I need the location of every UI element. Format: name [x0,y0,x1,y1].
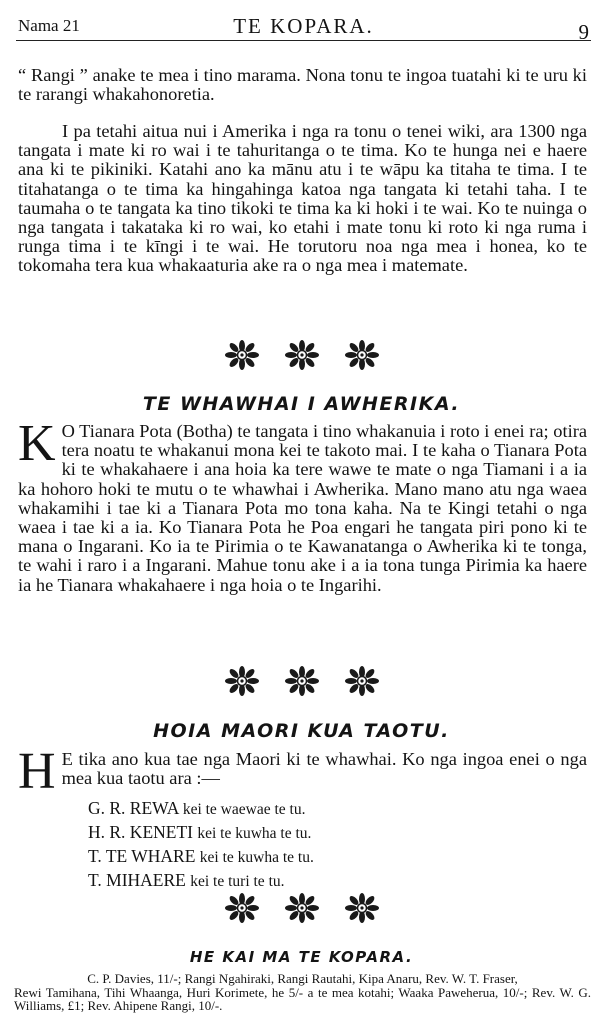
wound-note: kei te kuwha te tu. [197,825,312,842]
america-disaster-paragraph: I pa tetahi aitua nui i Amerika i nga ra tonu o tenei wiki, ara 1300 nga tangata i mate ki ro wai i te tahuritanga o te tima. Ko te hunga nei e haere ana ki te pikiniki. Katahi ano ka mānu atu i te wāpu ka titaha te tima. I te titahatanga o te tima ka hingahinga katoa nga tangata ki tetahi taha. I te taumaha o te tangata ka tino tikoki te tima ka ki hoki i te wai. Ko te nuinga o nga tangata i takataka ki ro wai, ko etahi i mate tonu ki roto ki nga ruma i runga tima i te kīngi i te wai. He torutoru noa nga mea i honea, ko te tokomaha tera kua whakaaturia ake ra o nga mea i matemate. [18,121,587,276]
section-heading-kai: HE KAI MA TE KOPARA. [189,948,414,966]
soldier-name: H. R. KENETI [88,822,193,842]
wound-note: kei te kuwha te tu. [199,849,314,866]
soldier-name: T. MIHAERE [88,870,186,890]
section-heading-hoia: HOIA MAORI KUA TAOTU. [153,720,450,742]
donor-line-1: C. P. Davies, 11/-; Rangi Ngahiraki, Rangi Rautahi, Kipa Anaru, Rev. W. T. Fraser, [87,971,518,986]
soldier-name: G. R. REWA [88,798,179,818]
wound-note: kei te waewae te tu. [182,801,306,818]
flower-ornament-icon [345,666,379,696]
list-item [88,821,314,845]
flower-ornament-icon [285,893,319,923]
wound-note: kei te turi te tu. [190,873,285,890]
flower-ornament-icon [345,340,379,370]
issue-number: Nama 21 [18,16,80,35]
intro-paragraph: “ Rangi ” anake te mea i tino marama. Nona tonu te ingoa tuatahi ki te uru ki te rarangi whakahonoretia. [18,65,587,105]
hoia-article [18,743,587,800]
awherika-article [18,415,587,595]
flower-ornament-icon [225,340,259,370]
flower-ornament-icon [345,893,379,923]
flower-ornament-icon [225,666,259,696]
donor-list [14,972,591,1013]
publication-title: TE KOPARA. [233,14,374,38]
drop-cap: H [18,743,56,800]
wounded-list [88,797,314,893]
list-item [88,845,314,869]
donor-line-2: Rewi Tamihana, Tihi Whaanga, Huri Korimete, he 5/- a te mea kotahi; Waaka Paweherua, 10/-; Rev. W. G. Williams, £1; Rev. Ahipene Rangi, 10/-. [14,984,591,1013]
section-heading-awherika: TE WHAWHAI I AWHERIKA. [142,393,461,415]
page-header [16,10,591,44]
flower-ornament-icon [225,893,259,923]
ornament-row [0,893,603,923]
flower-ornament-icon [285,666,319,696]
page-number: 9 [578,20,589,44]
awherika-article-text: O Tianara Pota (Botha) te tangata i tino whakanuia i roto i enei ra; otira tera noatu te whakanui mona kei te takoto mai. I te kaha o Tianara Pota ki te whakahaere i ana hoia ka tere wawe te mate o nga Tiamani i a ia ka hohoro hoki te mutu o te whawhai i Awherika. Mano mano atu nga waea whakamihi i tae ki a Tianara Pota mo tona kaha. Na te Kingi tetahi o nga waea i tae ki a ia. Ko Tianara Pota he Poa engari he tangata piri pono ki te mana o Ingarani. Ko ia te Pirimia o te Kawanatanga o Awherika ki te tonga, te wahi i raro i a Ingarani. Mahue tonu ake i a ia tona tunga Pirimia ka haere ia he Tianara whakahaere i nga hoia o te Ingarihi. [18,421,587,595]
list-item [88,869,314,893]
ornament-row [0,666,603,696]
list-item [88,797,314,821]
ornament-row [0,340,603,370]
soldier-name: T. TE WHARE [88,846,196,866]
drop-cap: K [18,415,56,472]
flower-ornament-icon [285,340,319,370]
hoia-article-text: E tika ano kua tae nga Maori ki te whawhai. Ko nga ingoa enei o nga mea kua taotu ara :— [61,749,587,789]
